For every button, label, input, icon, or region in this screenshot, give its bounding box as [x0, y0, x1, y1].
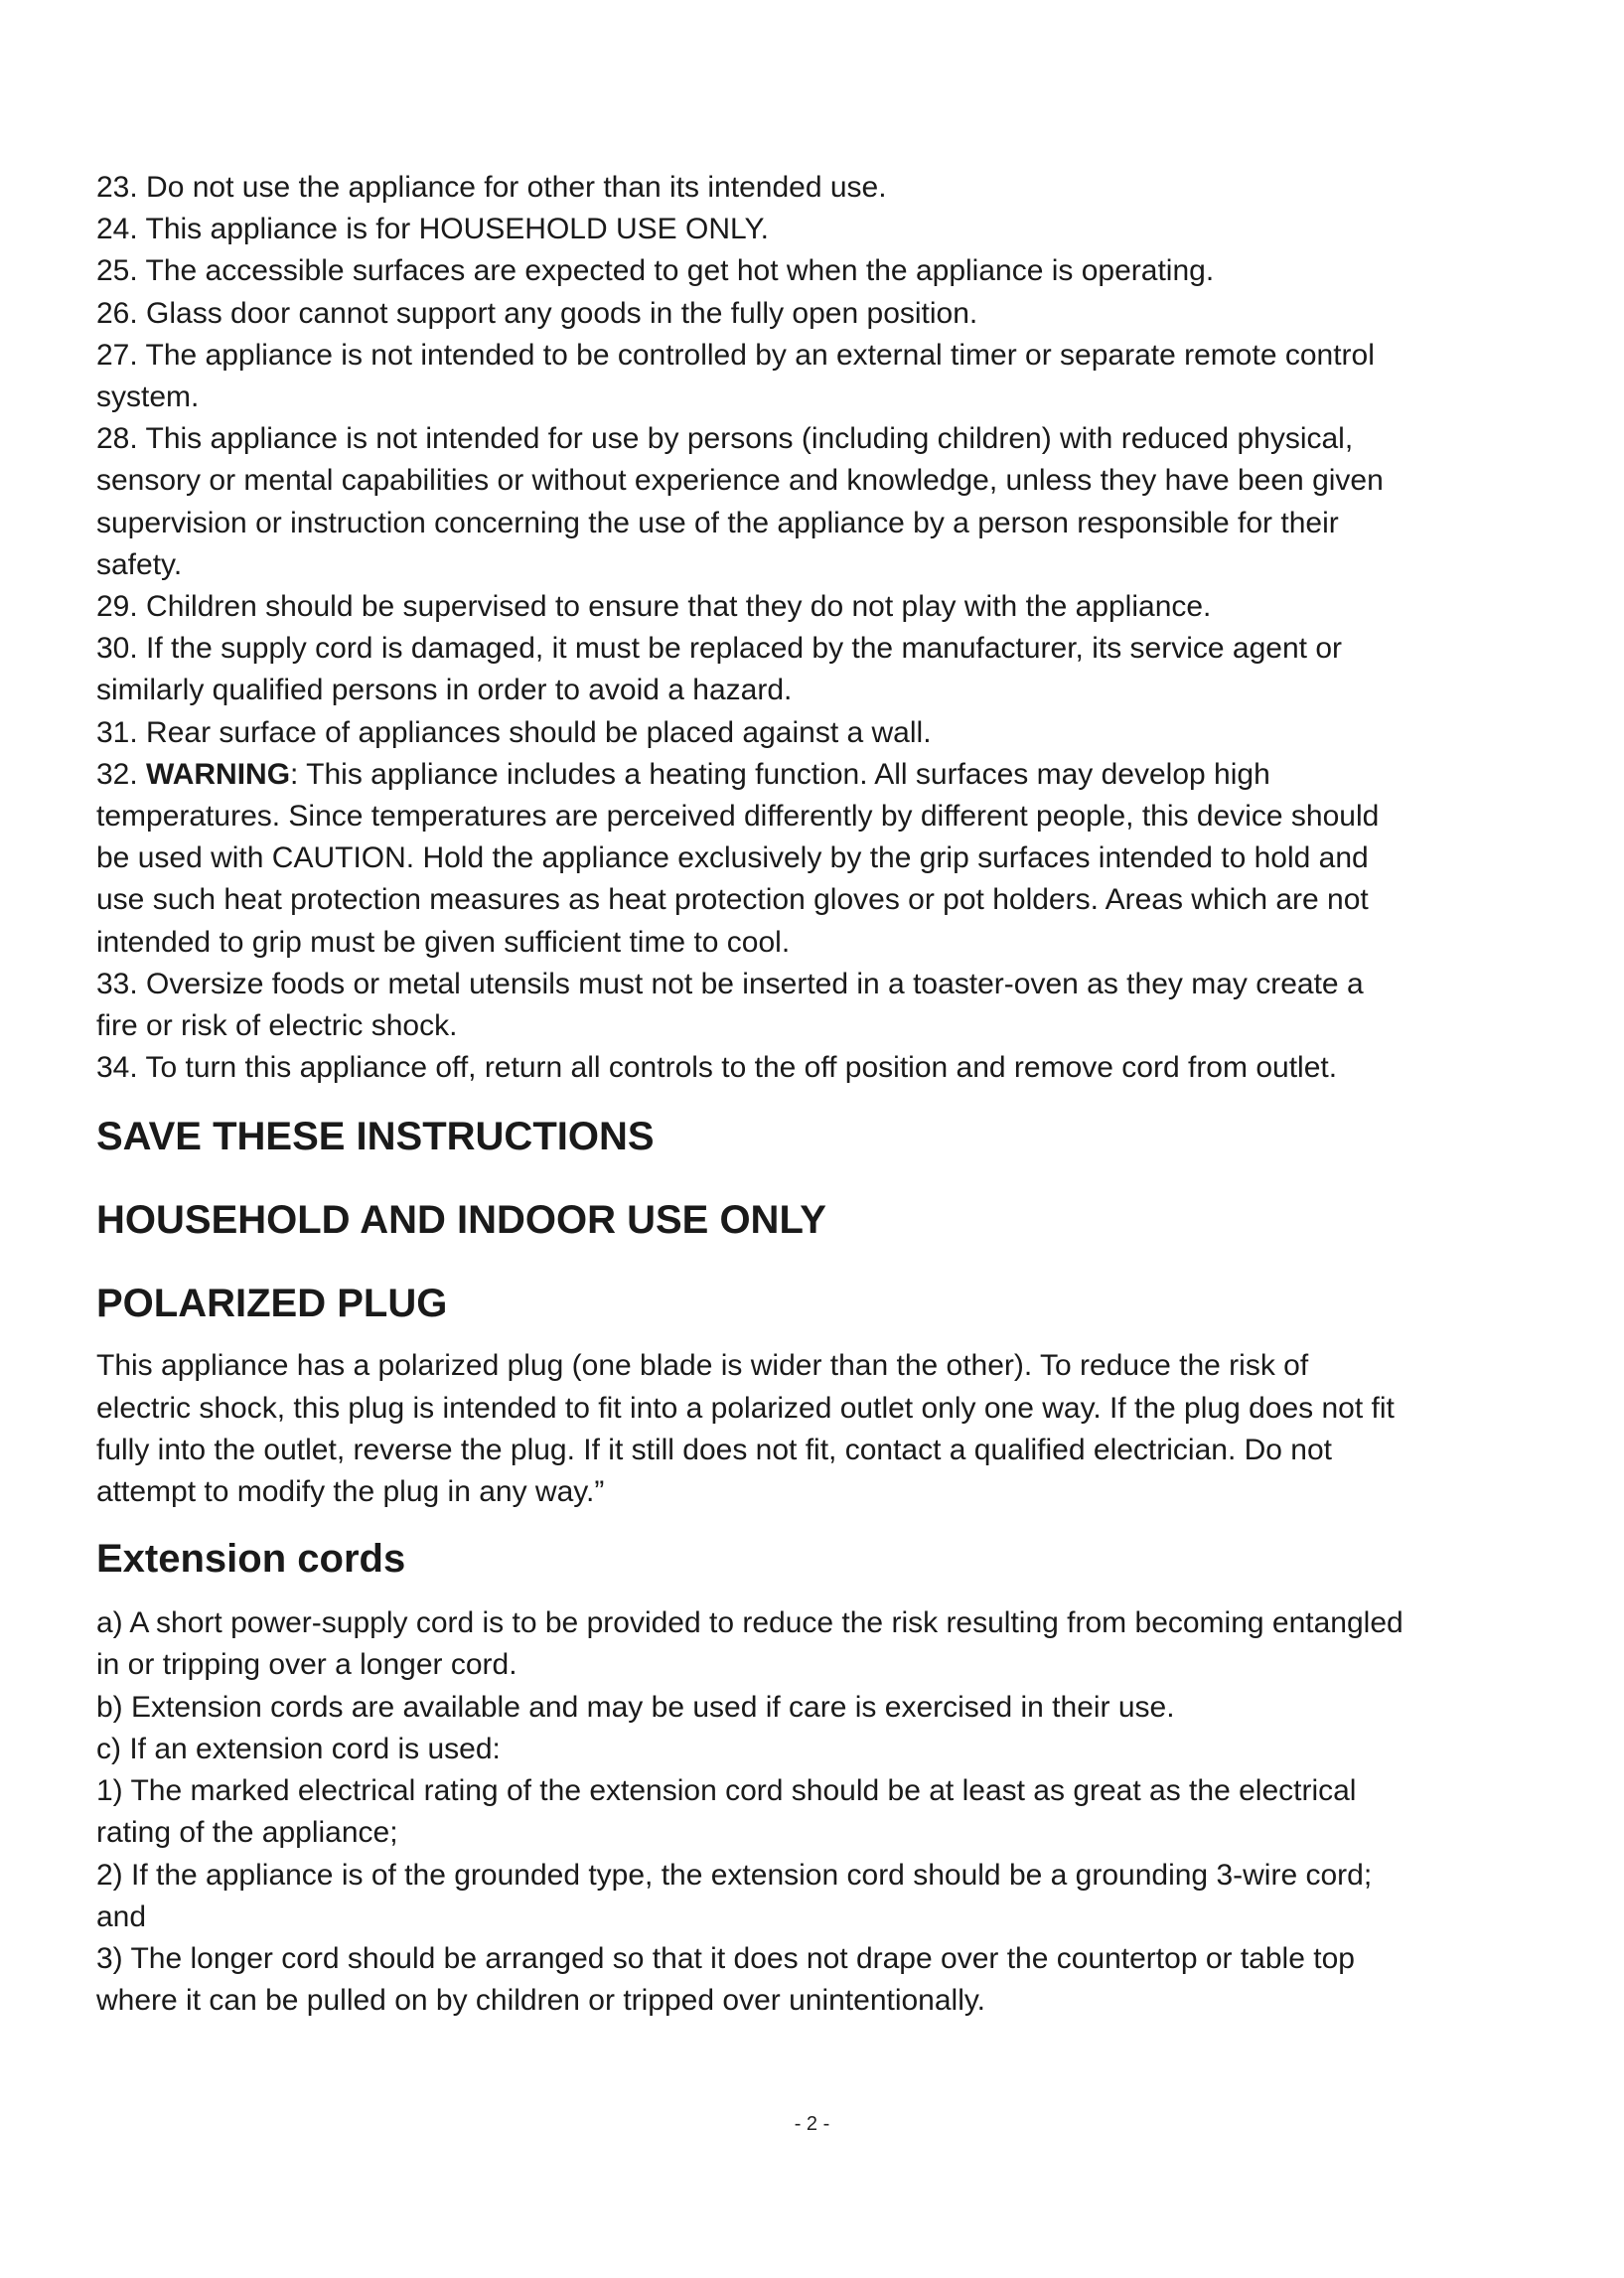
extension-item-a: a) A short power-supply cord is to be provided to reduce the risk resulting from becoming entangled in or tripping over a longer cord.	[96, 1606, 1403, 1682]
list-item-26: 26. Glass door cannot support any goods in the fully open position.	[96, 296, 978, 330]
list-item-28: 28. This appliance is not intended for use by persons (including children) with reduced physical, sensory or mental capabilities or without experience and knowledge, unless they have been given supervision or instruction concerning the use of the appliance by a person responsible for their safety.	[96, 422, 1384, 581]
list-item-30: 30. If the supply cord is damaged, it must be replaced by the manufacturer, its service agent or similarly qualified persons in order to avoid a hazard.	[96, 632, 1342, 707]
list-item-32-warning	[96, 754, 1407, 964]
list-item-33: 33. Oversize foods or metal utensils must not be inserted in a toaster-oven as they may create a fire or risk of electric shock.	[96, 967, 1364, 1043]
list-item-23: 23. Do not use the appliance for other than its intended use.	[96, 171, 887, 204]
heading-household-use: HOUSEHOLD AND INDOOR USE ONLY	[96, 1198, 826, 1243]
list-item-31: 31. Rear surface of appliances should be placed against a wall.	[96, 715, 932, 749]
list-item-27: 27. The appliance is not intended to be controlled by an external timer or separate remote control system.	[96, 338, 1375, 414]
warning-label: WARNING	[146, 757, 291, 791]
list-item-34: 34. To turn this appliance off, return all controls to the off position and remove cord from outlet.	[96, 1051, 1338, 1085]
polarized-plug-text: This appliance has a polarized plug (one blade is wider than the other). To reduce the risk of electric shock, this plug is intended to fit into a polarized outlet only one way. If the plug does not fit fully into the outlet, reverse the plug. If it still does not fit, contact a qualified electrician. Do not attempt to modify the plug in any way.”	[96, 1349, 1395, 1509]
warning-item-number: 32.	[96, 757, 147, 791]
page-number: - 2 -	[794, 2113, 830, 2135]
document-page	[96, 167, 1407, 2022]
extension-item-b: b) Extension cords are available and may be used if care is exercised in their use.	[96, 1690, 1175, 1724]
extension-item-c: c) If an extension cord is used:	[96, 1732, 501, 1765]
warning-item-text: : This appliance includes a heating function. All surfaces may develop high temperatures. Since temperatures are perceived differently by different people, this device should be used with CAUTION. Hold the appliance exclusively by the grip surfaces intended to hold and use such heat protection measures as heat protection gloves or pot holders. Areas which are not intended to grip must be given sufficient time to cool.	[96, 757, 1380, 959]
extension-cords-list	[96, 1602, 1407, 2022]
heading-save-instructions: SAVE THESE INSTRUCTIONS	[96, 1115, 655, 1159]
extension-item-3: 3) The longer cord should be arranged so that it does not drape over the countertop or table top where it can be pulled on by children or tripped over unintentionally.	[96, 1941, 1355, 2018]
extension-item-2: 2) If the appliance is of the grounded type, the extension cord should be a grounding 3-wire cord; and	[96, 1858, 1373, 1933]
list-item-25: 25. The accessible surfaces are expected to get hot when the appliance is operating.	[96, 254, 1215, 288]
list-item-24: 24. This appliance is for HOUSEHOLD USE ONLY.	[96, 213, 769, 246]
heading-extension-cords: Extension cords	[96, 1537, 406, 1582]
extension-item-1: 1) The marked electrical rating of the extension cord should be at least as great as the electrical rating of the appliance;	[96, 1774, 1357, 1850]
list-item-29: 29. Children should be supervised to ensure that they do not play with the appliance.	[96, 590, 1212, 624]
heading-polarized-plug: POLARIZED PLUG	[96, 1282, 448, 1326]
